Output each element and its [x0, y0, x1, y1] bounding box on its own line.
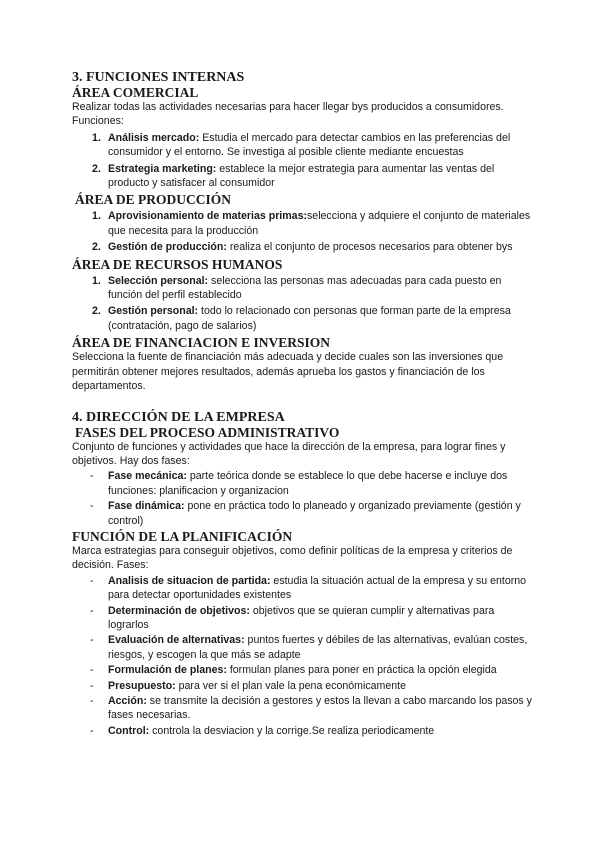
area-financiacion-text: Selecciona la fuente de financiación más adecuada y decide cuales son las inversiones que permitirán obtener mejores resultados, además aprueba los gastos y financiación de los departamentos. [72, 351, 504, 393]
list-item [72, 469, 534, 498]
list-item [72, 131, 534, 160]
list-item-text: objetivos que se quieran cumplir y alternativas para lograrlos [108, 604, 495, 631]
list-number: 1. [92, 210, 101, 223]
list-item-text: selecciona las personas mas adecuadas para cada puesto en función del perfil establecido [108, 274, 502, 302]
list-item [72, 663, 534, 677]
list-item-term: Análisis mercado: [108, 131, 200, 144]
list-item [72, 209, 534, 238]
list-item-term: Fase mecánica: [108, 470, 187, 483]
list-number: 1. [92, 131, 101, 144]
list-item-text: puntos fuertes y débiles de las alternativas, evalúan costes, riesgos, y escogen la que más se adapte [108, 634, 528, 661]
list-item-text: todo lo relacionado con personas que forman parte de la empresa (contratación, pago de salarios) [108, 305, 511, 332]
list-item [72, 604, 534, 633]
area-comercial-intro: Realizar todas las actividades necesarias para hacer llegar bys producidos a consumidores. Funciones: [72, 101, 504, 128]
list-item-text: realiza el conjunto de procesos necesarios para obtener bys [226, 241, 513, 254]
list-dash: - [90, 604, 94, 617]
list-item [72, 633, 534, 662]
section-4-title: 4. DIRECCIÓN DE LA EMPRESA [72, 409, 285, 425]
list-item [72, 162, 534, 191]
fases-list [72, 469, 534, 528]
list-item-term: Analisis de situacion de partida: [108, 574, 271, 587]
fases-intro: Conjunto de funciones y actividades que hace la dirección de la empresa, para lograr fines y objetivos. Hay dos fases: [72, 440, 506, 467]
area-financiacion-heading: ÁREA DE FINANCIACION E INVERSION [72, 335, 331, 351]
list-dash: - [90, 574, 94, 587]
list-item-term: Fase dinámica: [108, 500, 185, 513]
list-dash: - [90, 679, 94, 692]
list-dash: - [90, 500, 94, 513]
list-dash: - [90, 695, 94, 707]
list-item-term: Control: [108, 724, 150, 737]
list-dash: - [90, 724, 94, 737]
area-rrhh-list [72, 274, 534, 334]
planificacion-heading: FUNCIÓN DE LA PLANIFICACIÓN [72, 528, 293, 544]
list-dash: - [90, 470, 94, 483]
list-item-term: Gestión de producción: [108, 241, 227, 254]
list-item-text: estudia la situación actual de la empresa y su entorno para detectar oportunidades existentes [108, 574, 527, 602]
list-item [72, 694, 534, 723]
area-produccion-heading: ÁREA DE PRODUCCIÓN [75, 192, 232, 208]
fases-heading: FASES DEL PROCESO ADMINISTRATIVO [75, 424, 340, 440]
list-item [72, 274, 534, 303]
list-number: 1. [92, 274, 101, 287]
list-number: 2. [92, 305, 101, 318]
list-item [72, 304, 534, 333]
list-item [72, 499, 534, 528]
list-item-term: Estrategia marketing: [108, 162, 217, 175]
list-item-term: Formulación de planes: [108, 664, 227, 677]
list-item-term: Acción: [108, 695, 147, 707]
area-rrhh-heading: ÁREA DE RECURSOS HUMANOS [72, 256, 283, 272]
list-item [72, 240, 534, 254]
list-dash: - [90, 664, 94, 677]
list-item-text: parte teórica donde se establece lo que debe hacerse e incluye dos funciones: planificacion y organizacion [108, 470, 508, 497]
list-item-text: controla la desviacion y la corrige.Se realiza periodicamente [149, 724, 435, 737]
list-item-text: Estudia el mercado para detectar cambios en las preferencias del consumidor y el entorno. Se investiga al posible cliente mediante encuestas [108, 131, 511, 159]
list-item [72, 724, 534, 738]
list-item-term: Selección personal: [108, 274, 209, 287]
list-item-term: Gestión personal: [108, 305, 199, 318]
list-item-term: Evaluación de alternativas: [108, 634, 245, 647]
planificacion-intro: Marca estrategias para conseguir objetivos, como definir políticas de la empresa y criterios de decisión. Fases: [72, 544, 513, 572]
list-item-text: establece la mejor estrategia para aumentar las ventas del producto y satisfacer al consumidor [108, 162, 495, 190]
list-item-text: se transmite la decisión a gestores y estos la llevan a cabo marcando los pasos y fases necesarias. [108, 695, 532, 722]
document-page [72, 70, 534, 739]
area-comercial-heading: ÁREA COMERCIAL [72, 85, 199, 100]
section-3-title: 3. FUNCIONES INTERNAS [72, 70, 245, 85]
list-number: 2. [92, 241, 101, 254]
list-item-text: para ver si el plan vale la pena económicamente [175, 679, 406, 692]
list-number: 2. [92, 162, 101, 175]
list-item-text: formulan planes para poner en práctica la opción elegida [226, 664, 497, 677]
list-item-term: Presupuesto: [108, 679, 176, 692]
list-item [72, 574, 534, 603]
list-item-term: Aprovisionamiento de materias primas: [108, 210, 307, 223]
list-item-text: selecciona y adquiere el conjunto de materiales que necesita para la producción [108, 210, 531, 237]
list-item-text: pone en práctica todo lo planeado y organizado previamente (gestión y control) [108, 500, 521, 527]
list-item [72, 679, 534, 693]
list-item-term: Determinación de objetivos: [108, 604, 250, 617]
list-dash: - [90, 634, 94, 647]
planificacion-list [72, 574, 534, 738]
area-comercial-list [72, 131, 534, 191]
area-produccion-list [72, 209, 534, 254]
